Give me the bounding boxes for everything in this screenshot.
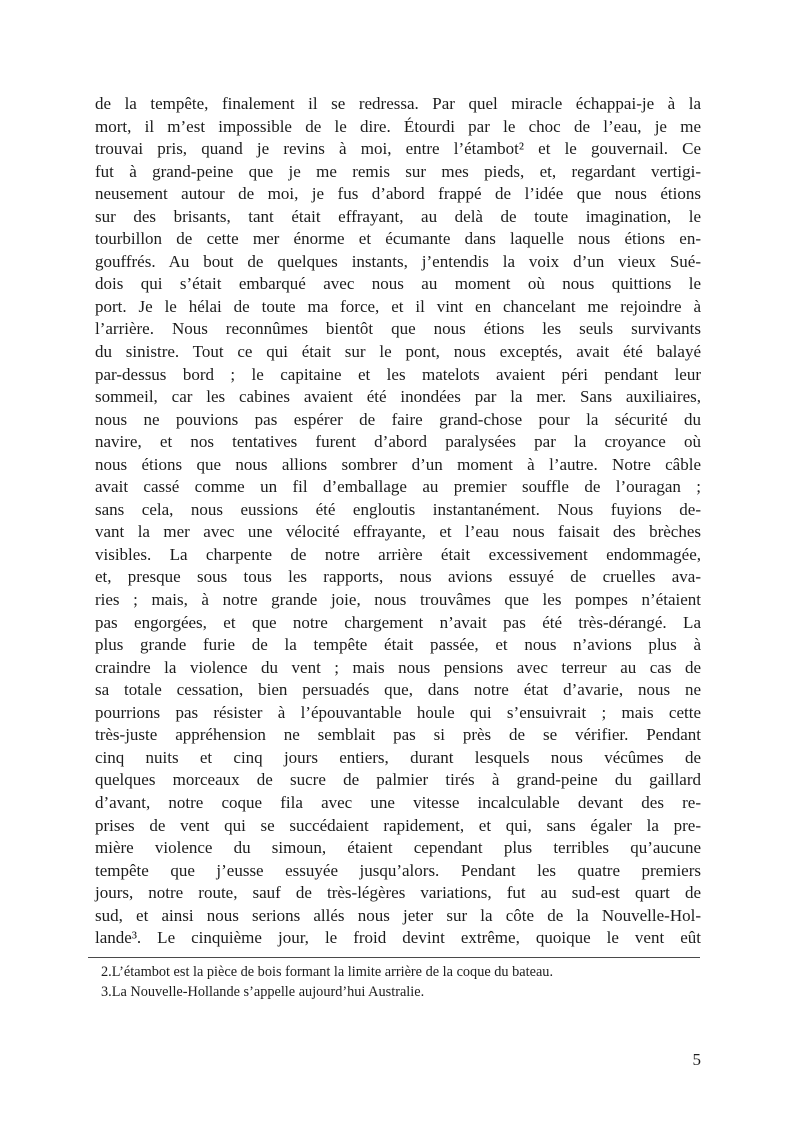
body-line: prises de vent qui se succédaient rapidement, et qui, sans égaler la pre- <box>95 815 701 835</box>
body-line: nous étions que nous allions sombrer d’un moment à l’autre. Notre câble <box>95 454 701 474</box>
body-line: lande³. Le cinquième jour, le froid devint extrême, quoique le vent eût <box>95 928 701 948</box>
body-line: tourbillon de cette mer énorme et écumante dans laquelle nous étions en- <box>95 229 701 249</box>
body-line: mière violence du simoun, étaient cependant plus terribles qu’aucune <box>95 838 701 858</box>
body-line: de la tempête, finalement il se redressa. Par quel miracle échappai-je à la <box>95 94 701 113</box>
body-line: pas engorgées, et que notre chargement n’avait pas été très-dérangé. La <box>95 612 701 632</box>
body-line: port. Je le hélai de toute ma force, et il vint en chancelant me rejoindre à <box>95 296 701 316</box>
body-line: sa totale cessation, bien persuadés que, dans notre état d’avarie, nous ne <box>95 680 701 700</box>
footnote-item: 3.La Nouvelle-Hollande s’appelle aujourd’hui Australie. <box>101 983 425 1000</box>
body-line: l’arrière. Nous reconnûmes bientôt que nous étions les seuls survivants <box>95 319 701 339</box>
body-line: et, presque sous tous les rapports, nous avions essuyé de cruelles ava- <box>95 567 701 587</box>
body-line: jours, notre route, sauf de très-légères variations, fut au sud-est quart de <box>95 883 701 903</box>
body-line: du sinistre. Tout ce qui était sur le pont, nous exceptés, avait été balayé <box>95 342 701 362</box>
body-line: quelques morceaux de sucre de palmier tirés à grand-peine du gaillard <box>95 770 701 790</box>
body-line: dois qui s’était embarqué avec nous au moment où nous quittions le <box>95 274 701 294</box>
page-number: 5 <box>692 1050 701 1069</box>
body-line: gouffrés. Au bout de quelques instants, j’entendis la voix d’un vieux Sué- <box>95 251 701 271</box>
body-line: visibles. La charpente de notre arrière était excessivement endommagée, <box>95 544 701 564</box>
body-line: d’avant, notre coque fila avec une vitesse incalculable devant des re- <box>95 792 701 812</box>
footnote-item: 2.L’étambot est la pièce de bois formant la limite arrière de la coque du bateau. <box>101 964 554 980</box>
body-line: sur des brisants, tant était effrayant, au delà de toute imagination, le <box>95 206 701 226</box>
body-line: par-dessus bord ; le capitaine et les matelots avaient péri pendant leur <box>95 364 701 384</box>
body-line: navire, et nos tentatives furent d’abord paralysées par la croyance où <box>95 432 701 452</box>
body-line: pourrions pas résister à l’épouvantable houle qui s’ensuivrait ; mais cette <box>95 702 701 722</box>
body-line: neusement autour de moi, je fus d’abord frappé de l’idée que nous étions <box>95 184 701 204</box>
body-line: ries ; mais, à notre grande joie, nous trouvâmes que les pompes n’étaient <box>95 590 701 610</box>
footnotes <box>101 963 701 1003</box>
body-line: sommeil, car les cabines avaient été inondées par la mer. Sans auxiliaires, <box>95 387 701 407</box>
body-line: avait cassé comme un fil d’emballage au premier souffle de l’ouragan ; <box>95 477 701 497</box>
body-line: tempête que j’eusse essuyée jusqu’alors. Pendant les quatre premiers <box>95 860 701 880</box>
body-line: craindre la violence du vent ; mais nous pensions avec terreur au cas de <box>95 657 701 677</box>
body-line: cinq nuits et cinq jours entiers, durant lesquels nous vécûmes de <box>95 747 701 767</box>
body-line: sud, et ainsi nous serions allés nous jeter sur la côte de la Nouvelle-Hol- <box>95 905 701 925</box>
body-line: trouvai pris, quand je revins à moi, entre l’étambot² et le gouvernail. Ce <box>95 139 701 159</box>
body-line: très-juste appréhension ne semblait pas si près de se vérifier. Pendant <box>95 725 701 745</box>
body-line: plus grande furie de la tempête était passée, et nous n’avions plus à <box>95 635 701 655</box>
body-text <box>95 93 701 950</box>
body-line: fut à grand-peine que je me remis sur mes pieds, et, regardant vertigi- <box>95 161 701 181</box>
body-line: mort, il m’est impossible de le dire. Étourdi par le choc de l’eau, je me <box>95 116 701 136</box>
body-line: vant la mer avec une vélocité effrayante, et l’eau nous faisait des brèches <box>95 522 701 542</box>
footnote-divider <box>88 957 700 958</box>
body-line: sans cela, nous eussions été engloutis instantanément. Nous fuyions de- <box>95 499 701 519</box>
body-line: nous ne pouvions pas espérer de faire grand-chose pour la sécurité du <box>95 409 701 429</box>
